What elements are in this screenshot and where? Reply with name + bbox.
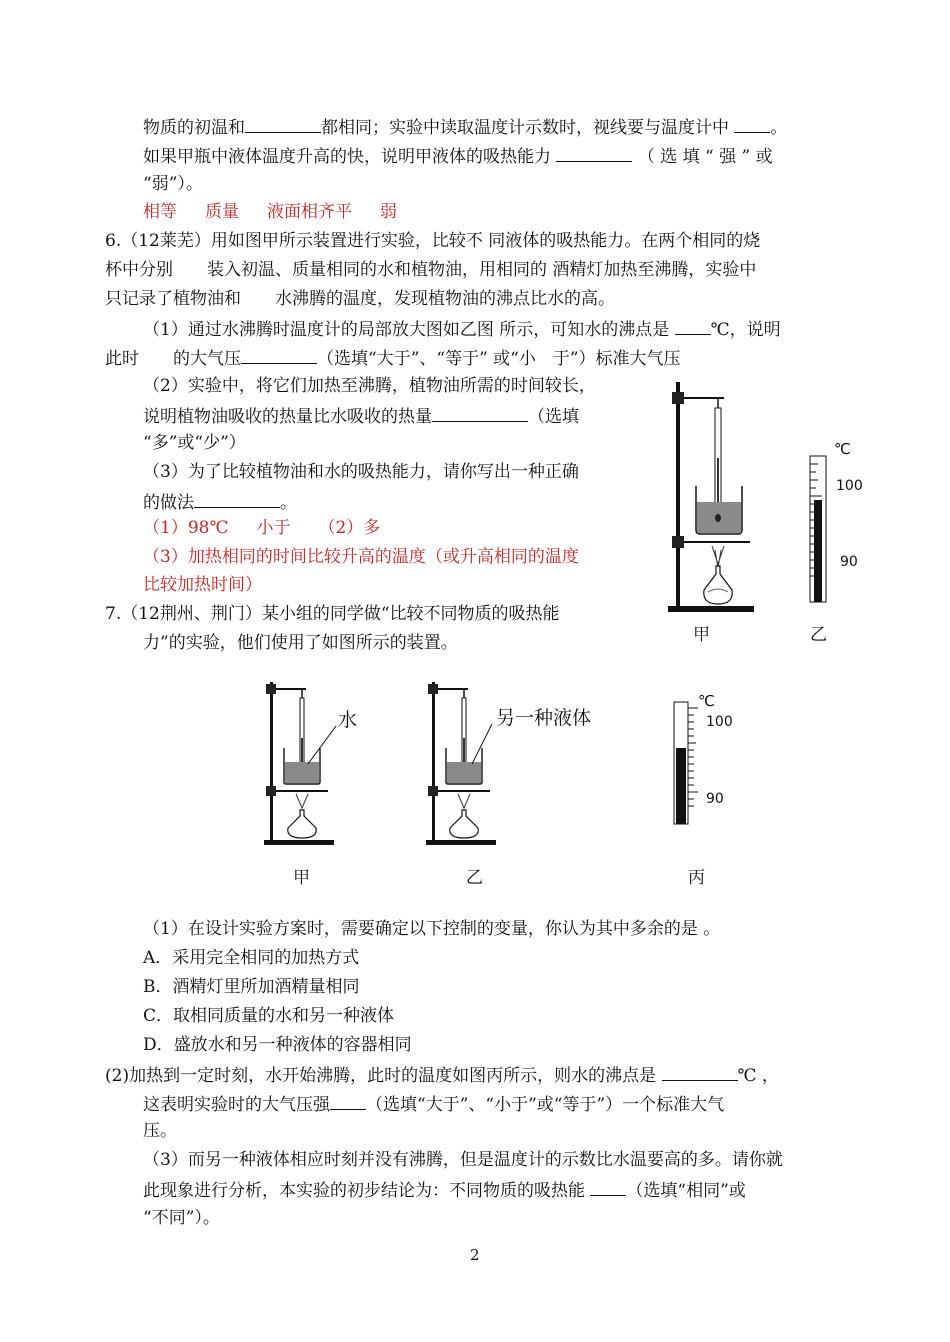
q7-option-b: B．酒精灯里所加酒精量相同 bbox=[143, 977, 360, 997]
q7-thermometer-zoom bbox=[664, 690, 744, 830]
q7-part1: （1）在设计实验方案时，需要确定以下控制的变量，你认为其中多余的是 。 bbox=[143, 919, 721, 939]
q6-fig-label-jia: 甲 bbox=[693, 625, 710, 645]
q6-thermometer-zoom bbox=[800, 438, 870, 603]
q6-part2-line1: （2）实验中，将它们加热至沸腾，植物油所需的时间较长， bbox=[143, 376, 596, 396]
label-water: 水 bbox=[338, 709, 358, 731]
q6-answer-line2: （3）加热相同的时间比较升高的温度（或升高相同的温度 bbox=[143, 547, 579, 567]
q7-part2-line2: 这表明实验时的大气压强 （选填“大于”、“小于”或“等于”）一个标准大气 bbox=[143, 1095, 725, 1115]
thermo-label-90: 90 bbox=[840, 554, 858, 570]
q6-part1-line2: 此时 的大气压 （选填“大于”、“等于” 或“小 于”）标准大气压 bbox=[105, 349, 681, 369]
q5-blank-2[interactable] bbox=[734, 116, 770, 133]
q6-intro-1: 6.（12莱芜）用如图甲所示装置进行实验，比较不 同液体的吸热能力。在两个相同的烧 bbox=[105, 231, 761, 251]
thermo-unit-label: ℃ bbox=[698, 692, 715, 710]
q6-part2-line2: 说明植物油吸收的热量比水吸收的热量 （选填 bbox=[143, 407, 579, 427]
q7-blank-pressure[interactable] bbox=[330, 1093, 366, 1110]
q6-answer-line3: 比较加热时间） bbox=[143, 575, 262, 595]
mercury-column bbox=[814, 500, 822, 602]
q7-apparatus-other-liquid bbox=[420, 678, 620, 848]
q5-blank-3[interactable] bbox=[556, 145, 632, 162]
q7-intro-1: 7.（12荆州、荆门）某小组的同学做“比较不同物质的吸热能 bbox=[105, 604, 560, 624]
q7-fig-label-jia: 甲 bbox=[293, 868, 310, 888]
q6-fig-label-yi: 乙 bbox=[810, 625, 827, 645]
q5-line-2: 如果甲瓶中液体温度升高的快，说明甲液体的吸热能力 （ 选 填 “ 强 ” 或 bbox=[143, 147, 773, 167]
q6-part3-line1: （3）为了比较植物油和水的吸热能力，请你写出一种正确 bbox=[143, 462, 579, 482]
q6-part1-line1: （1）通过水沸腾时温度计的局部放大图如乙图 所示，可知水的沸点是 ℃，说明 bbox=[143, 320, 781, 340]
thermo-unit-label: ℃ bbox=[834, 440, 851, 458]
q7-part3-line3: “不同”）。 bbox=[143, 1208, 220, 1228]
q7-part3-line2: 此现象进行分析，本实验的初步结论为：不同物质的吸热能 （选填“相同”或 bbox=[143, 1181, 746, 1201]
q7-part3-line1: （3）而另一种液体相应时刻并没有沸腾，但是温度计的示数比水温要高的多。请你就 bbox=[143, 1150, 783, 1170]
q7-blank-boiling[interactable] bbox=[662, 1064, 738, 1081]
q7-part2-line3: 压。 bbox=[143, 1121, 177, 1141]
mercury-column bbox=[676, 748, 686, 824]
stand-base bbox=[668, 606, 754, 612]
q6-blank-heat[interactable] bbox=[432, 405, 528, 422]
q6-blank-method[interactable] bbox=[194, 491, 280, 508]
q5-answers: 相等 质量 液面相齐平 弱 bbox=[143, 202, 397, 222]
stand-rod bbox=[676, 382, 680, 608]
label-other-liquid: 另一种液体 bbox=[496, 707, 592, 729]
thermo-label-100: 100 bbox=[836, 478, 863, 494]
q6-answer-line1: （1）98℃ 小于 （2）多 bbox=[143, 518, 381, 538]
q6-blank-pressure[interactable] bbox=[241, 347, 317, 364]
q6-part2-line3: “多”或“少”） bbox=[143, 433, 246, 453]
q7-intro-2: 力”的实验，他们使用了如图所示的装置。 bbox=[143, 633, 458, 653]
q7-option-c: C．取相同质量的水和另一种液体 bbox=[143, 1006, 395, 1026]
q7-part2-line1: (2)加热到一定时刻，水开始沸腾，此时的温度如图丙所示，则水的沸点是 ℃ ， bbox=[105, 1066, 779, 1086]
q6-blank-boiling[interactable] bbox=[675, 318, 711, 335]
q7-fig-label-yi: 乙 bbox=[466, 868, 483, 888]
q7-option-a: A．采用完全相同的加热方式 bbox=[143, 948, 360, 968]
q6-apparatus-figure bbox=[660, 378, 760, 613]
q7-blank-conclusion[interactable] bbox=[590, 1179, 626, 1196]
q5-blank-1[interactable] bbox=[245, 116, 321, 133]
q7-apparatus-water bbox=[258, 678, 368, 848]
q5-line-3: “弱”）。 bbox=[143, 174, 203, 194]
q7-fig-label-bing: 丙 bbox=[688, 868, 705, 888]
q5-line-1: 物质的初温和 都相同；实验中读取温度计示数时，视线要与温度计中 。 bbox=[143, 118, 788, 138]
q6-intro-2: 杯中分别 装入初温、质量相同的水和植物油，用相同的 酒精灯加热至沸腾，实验中 bbox=[105, 260, 757, 280]
page-number: 2 bbox=[470, 1246, 480, 1264]
q6-part3-line2: 的做法 。 bbox=[143, 493, 297, 513]
q6-intro-3: 只记录了植物油和 水沸腾的温度，发现植物油的沸点比水的高。 bbox=[105, 289, 615, 309]
q7-option-d: D．盛放水和另一种液体的容器相同 bbox=[143, 1035, 412, 1055]
thermo-label-90: 90 bbox=[706, 791, 724, 807]
alcohol-lamp bbox=[704, 566, 732, 604]
thermo-label-100: 100 bbox=[706, 714, 733, 730]
